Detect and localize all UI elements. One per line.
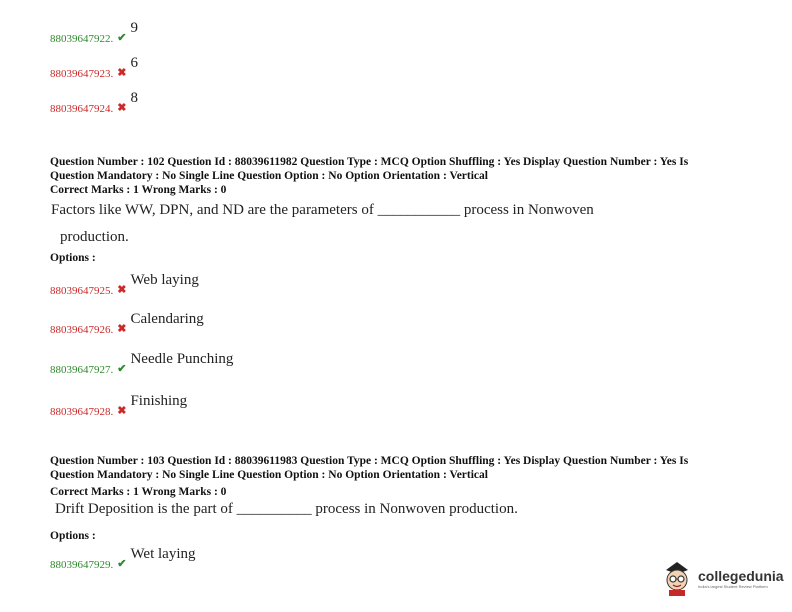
option-id: 88039647922. — [50, 33, 114, 45]
cross-icon: ✖ — [117, 405, 127, 417]
cross-icon: ✖ — [117, 102, 127, 114]
option-row — [50, 393, 188, 418]
check-icon: ✔ — [117, 558, 127, 570]
logo-name: collegedunia — [698, 567, 784, 584]
question-header — [50, 454, 750, 499]
mascot-icon — [660, 560, 694, 596]
option-id: 88039647926. — [50, 324, 114, 336]
option-row — [50, 311, 204, 336]
option-row — [50, 351, 234, 376]
question-marks: Correct Marks : 1 Wrong Marks : 0 — [50, 184, 227, 196]
option-row — [50, 546, 196, 571]
question-meta-line: Question Mandatory : No Single Line Question Option : No Option Orientation : Vertical — [50, 170, 488, 182]
collegedunia-logo — [660, 558, 785, 598]
question-text: production. — [60, 229, 129, 245]
option-text: Web laying — [130, 272, 199, 288]
cross-icon: ✖ — [117, 323, 127, 335]
question-text: Factors like WW, DPN, and ND are the parameters of ___________ process in Nonwoven — [51, 202, 594, 218]
check-icon: ✔ — [117, 32, 127, 44]
question-meta-line: Question Number : 102 Question Id : 88039611982 Question Type : MCQ Option Shuffling : Yes Display Question Number : Yes Is — [50, 156, 689, 168]
question-meta-line: Question Number : 103 Question Id : 88039611983 Question Type : MCQ Option Shuffling : Yes Display Question Number : Yes Is — [50, 455, 689, 467]
logo-tagline: India's largest Student Review Platform — [698, 583, 768, 589]
option-row — [50, 272, 199, 297]
option-text: Finishing — [130, 393, 188, 409]
option-id: 88039647924. — [50, 103, 114, 115]
options-label: Options : — [50, 252, 96, 264]
question-marks: Correct Marks : 1 Wrong Marks : 0 — [50, 486, 227, 498]
option-id: 88039647923. — [50, 68, 114, 80]
option-row — [50, 90, 138, 115]
check-icon: ✔ — [117, 363, 127, 375]
question-text: Drift Deposition is the part of __________ process in Nonwoven production. — [55, 501, 518, 517]
option-text: 9 — [130, 20, 138, 36]
question-header — [50, 155, 750, 197]
option-row — [50, 55, 138, 80]
cross-icon: ✖ — [117, 67, 127, 79]
option-id: 88039647927. — [50, 364, 114, 376]
option-row — [50, 20, 138, 45]
option-text: Needle Punching — [130, 351, 234, 367]
cross-icon: ✖ — [117, 284, 127, 296]
option-text: Wet laying — [130, 546, 196, 562]
question-meta-line: Question Mandatory : No Single Line Question Option : No Option Orientation : Vertical — [50, 469, 488, 481]
option-id: 88039647925. — [50, 285, 114, 297]
options-label: Options : — [50, 530, 96, 542]
option-text: 6 — [130, 55, 138, 71]
option-id: 88039647928. — [50, 406, 114, 418]
option-id: 88039647929. — [50, 559, 114, 571]
option-text: 8 — [130, 90, 138, 106]
option-text: Calendaring — [130, 311, 204, 327]
